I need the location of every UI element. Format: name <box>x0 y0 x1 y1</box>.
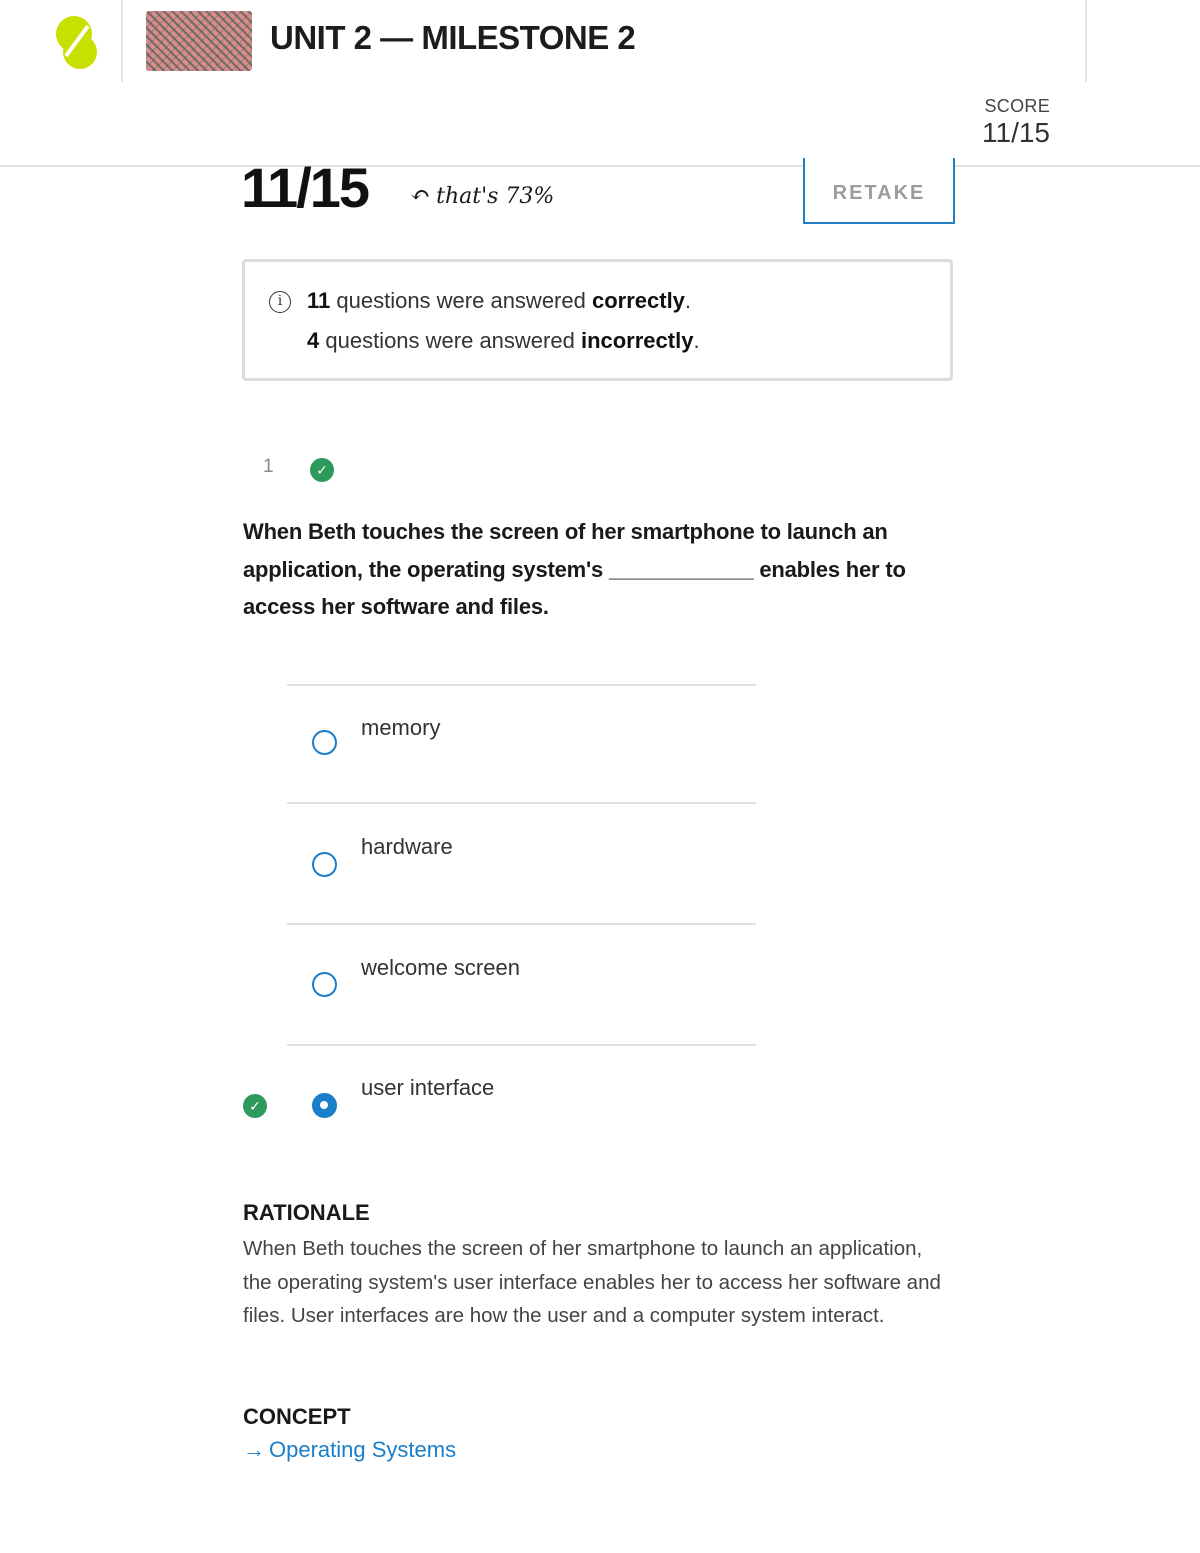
rationale-heading: RATIONALE <box>243 1200 370 1225</box>
summary-period: . <box>684 288 692 313</box>
header-score-value: 11/15 <box>982 117 1050 148</box>
option-label[interactable]: hardware <box>361 834 453 859</box>
summary-text: questions were answered <box>319 328 581 353</box>
header-divider <box>1085 0 1087 82</box>
incorrect-count: 4 <box>307 328 320 353</box>
summary-period: . <box>693 328 700 353</box>
concept-heading: CONCEPT <box>243 1404 351 1429</box>
option-label[interactable]: user interface <box>361 1075 495 1100</box>
correct-word: correctly <box>591 288 685 313</box>
option-label[interactable]: welcome screen <box>361 955 520 980</box>
summary-text: questions were answered <box>330 288 592 313</box>
page-title: UNIT 2 — MILESTONE 2 <box>270 19 636 56</box>
option-radio-memory[interactable] <box>312 730 337 755</box>
sophia-logo-icon[interactable] <box>52 12 102 72</box>
question-number: 1 <box>263 456 274 477</box>
percent-note-text: that's 73% <box>436 184 555 209</box>
rationale-text: When Beth touches the screen of her smartphone to launch an application, the operating system's user interface enables her to access her software and files. User interfaces are how the user and a computer system interact. <box>243 1237 941 1328</box>
correct-summary-line <box>307 288 691 314</box>
info-icon: i <box>269 291 291 313</box>
top-bar <box>0 0 1200 167</box>
option-radio-hardware[interactable] <box>312 852 337 877</box>
header-divider <box>121 0 123 82</box>
concept-link[interactable] <box>243 1437 456 1463</box>
option-label[interactable]: memory <box>361 715 441 740</box>
results-summary <box>242 259 953 381</box>
incorrect-word: incorrectly <box>580 328 694 353</box>
unit-thumbnail <box>146 11 252 71</box>
correct-count: 11 <box>307 288 331 313</box>
option-divider <box>287 923 756 925</box>
option-radio-user-interface[interactable] <box>312 1093 337 1118</box>
option-divider <box>287 802 756 804</box>
retake-button[interactable]: RETAKE <box>803 158 955 224</box>
arrow-right-icon: → <box>243 1437 265 1462</box>
curved-arrow-icon: ↶ <box>410 181 431 209</box>
option-divider <box>287 1044 756 1046</box>
big-score: 11/15 <box>241 156 369 219</box>
question-text: When Beth touches the screen of her smartphone to launch an application, the operating system's ____________ enables her to access her software and files. <box>243 519 906 619</box>
percent-note <box>410 181 554 209</box>
incorrect-summary-line <box>307 328 700 354</box>
correct-check-icon: ✓ <box>310 458 334 482</box>
concept-link-text[interactable]: Operating Systems <box>269 1437 457 1462</box>
correct-answer-check-icon: ✓ <box>243 1094 267 1118</box>
option-radio-welcome-screen[interactable] <box>312 972 337 997</box>
score-label: SCORE <box>984 96 1050 116</box>
option-divider <box>287 684 756 686</box>
